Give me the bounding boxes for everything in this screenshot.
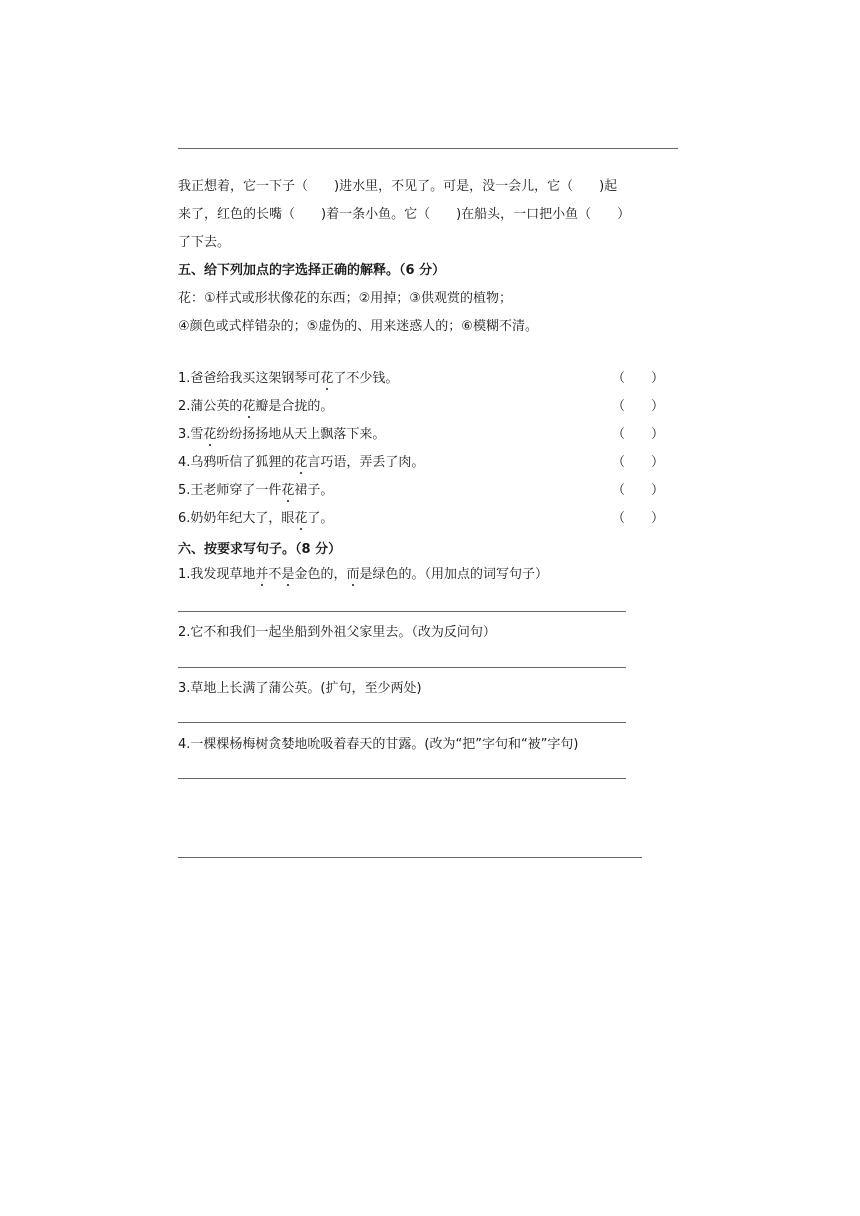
item-dotted-char: 花 [281,483,295,498]
item-dotted-char: 花 [294,511,308,526]
passage-line-2: 来了，红色的长嘴（ )着一条小鱼。它（ )在船头，一口把小鱼（ ） [178,207,631,222]
choice-item-3 [178,426,385,444]
q1-text-d: 是 [359,567,373,582]
q1-dotted-char-1: 并 [255,567,269,582]
sentence-question-2: 2.它不和我们一起坐船到外祖父家里去。（改为反问句） [178,625,496,640]
q1-dotted-char-2: 是 [281,567,295,582]
item-text-pre: 2.蒲公英的 [178,399,243,414]
answer-line-5[interactable] [178,857,642,858]
answer-paren-5[interactable]: （ ） [612,483,665,498]
top-rule [178,148,678,149]
answer-line-1[interactable] [178,611,626,612]
sentence-question-4: 4.一棵棵杨梅树贪婪地吮吸着春天的甘露。(改为“把”字句和“被”字句) [178,737,579,752]
item-dotted-char: 花 [242,399,256,414]
answer-paren-3[interactable]: （ ） [612,427,665,442]
answer-line-3[interactable] [178,722,626,723]
q1-text-a: 1.我发现草地 [178,567,256,582]
answer-line-4[interactable] [178,778,626,779]
choice-item-2 [178,398,333,416]
q1-text-e: 绿色的。（用加点的词写句子） [372,567,549,582]
q1-dotted-char-3: 而 [346,567,360,582]
item-dotted-char: 花 [320,371,334,386]
item-text-pre: 1.爸爸给我买这架钢琴可 [178,371,321,386]
choice-item-1 [178,370,398,388]
item-text-post: 了不少钱。 [333,371,399,386]
item-text-post: 了。 [307,511,334,526]
passage-line-1: 我正想着，它一下子（ )进水里，不见了。可是，没一会儿，它（ )起 [178,179,618,194]
item-text-post: 瓣是合拢的。 [255,399,334,414]
answer-paren-6[interactable]: （ ） [612,511,665,526]
choice-item-5 [178,482,333,500]
q1-text-b: 不 [268,567,282,582]
passage-line-3: 了下去。 [178,235,231,250]
definition-line-2: ④颜色或式样错杂的；⑤虚伪的、用来迷惑人的；⑥模糊不清。 [178,319,538,334]
section-5-title: 五、给下列加点的字选择正确的解释。（6 分） [178,263,446,278]
section-6-title: 六、按要求写句子。（8 分） [178,542,342,557]
choice-item-6 [178,510,333,528]
item-text-pre: 6.奶奶年纪大了，眼 [178,511,295,526]
item-text-post: 纷纷扬扬地从天上飘落下来。 [216,427,386,442]
item-text-pre: 5.王老师穿了一件 [178,483,282,498]
item-text-post: 裙子。 [294,483,334,498]
answer-paren-2[interactable]: （ ） [612,399,665,414]
sentence-question-3: 3.草地上长满了蒲公英。(扩句，至少两处) [178,681,422,696]
item-dotted-char: 花 [294,455,308,470]
item-text-pre: 3.雪 [178,427,204,442]
item-dotted-char: 花 [203,427,217,442]
answer-line-2[interactable] [178,667,626,668]
answer-paren-4[interactable]: （ ） [612,455,665,470]
answer-paren-1[interactable]: （ ） [612,371,665,386]
choice-item-4 [178,454,424,472]
item-text-post: 言巧语，弄丢了肉。 [307,455,425,470]
sentence-question-1 [178,566,548,584]
q1-text-c: 金色的， [294,567,347,582]
definition-line-1: 花：①样式或形状像花的东西；②用掉；③供观赏的植物； [178,291,512,306]
item-text-pre: 4.乌鸦听信了狐狸的 [178,455,295,470]
